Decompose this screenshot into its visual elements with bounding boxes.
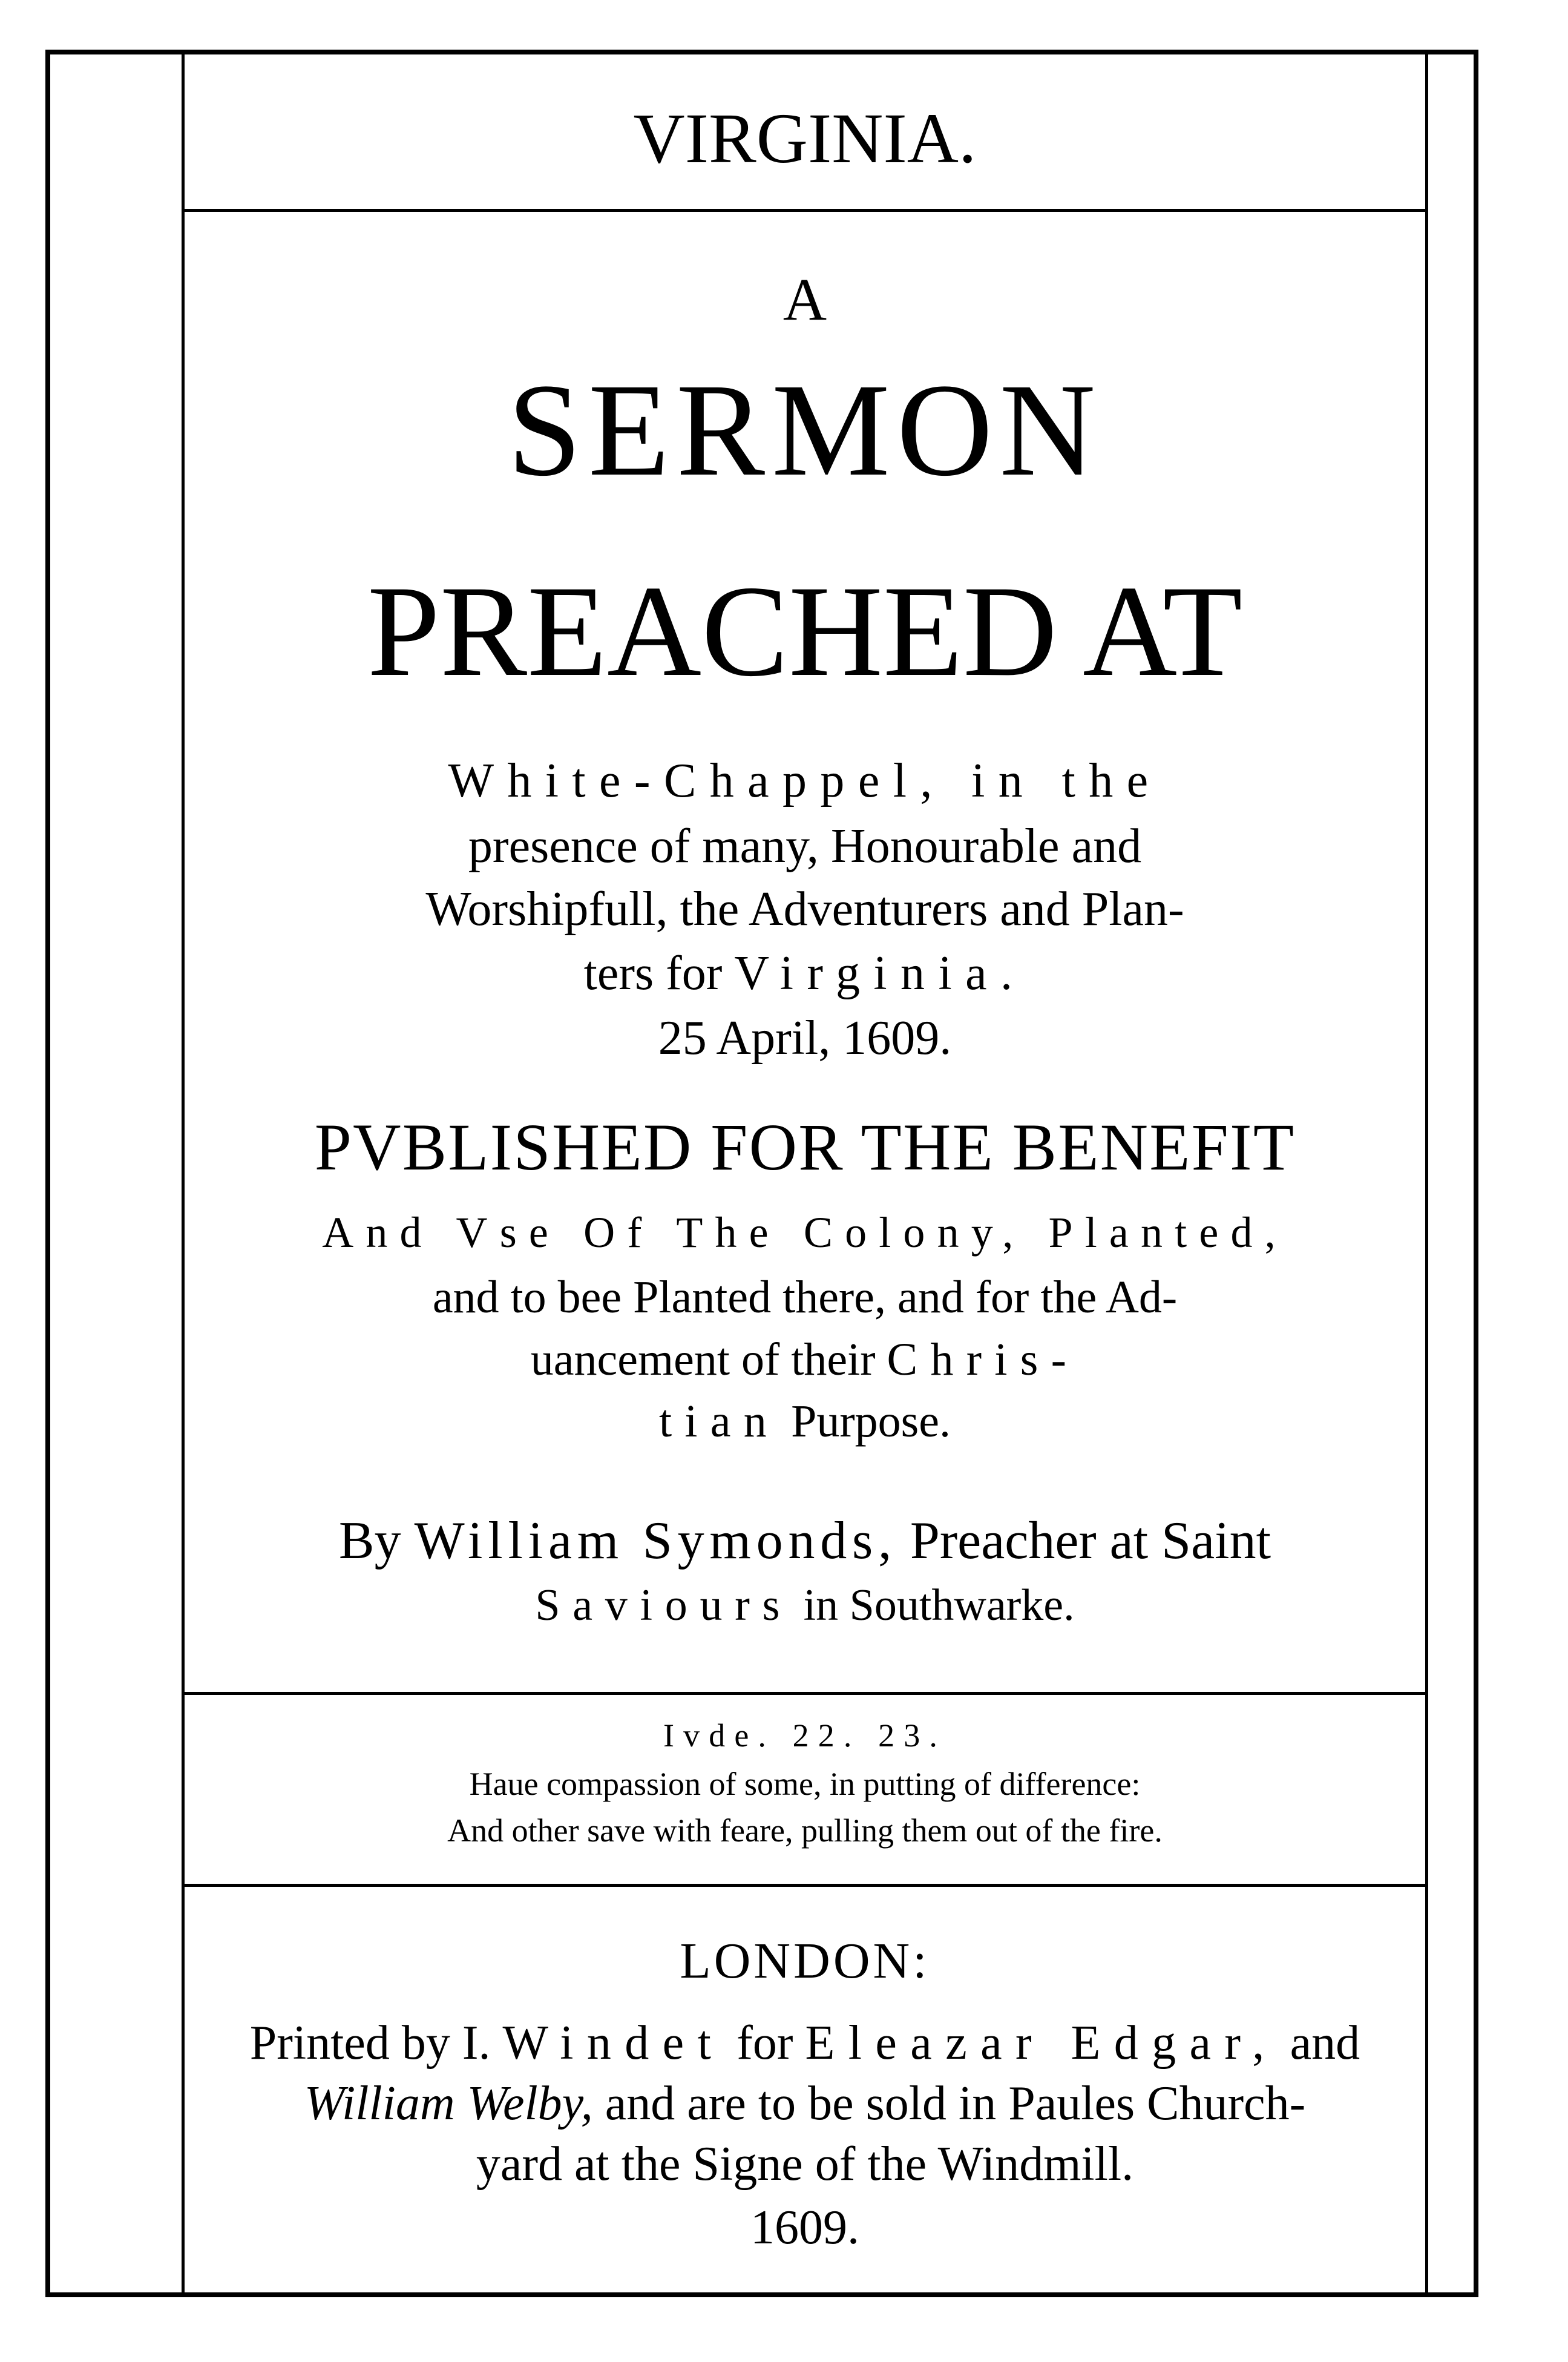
purpose-line-4: [185, 1396, 1425, 1447]
rule-scripture-bottom: [182, 1884, 1428, 1887]
purpose-line-3-prefix: uancement of their: [530, 1334, 876, 1385]
imprint-and: and: [1290, 2016, 1360, 2070]
venue-line-2: presence of many, Honourable and: [468, 820, 1142, 873]
imprint-printed-by: Printed by I.: [249, 2016, 491, 2070]
imprint-city: LONDON:: [680, 1933, 930, 1989]
imprint-line-2: [185, 2079, 1425, 2128]
imprint-welby: William Welby,: [304, 2077, 593, 2130]
imprint-line-1: [185, 2016, 1425, 2070]
imprint-printer: Windet: [502, 2016, 725, 2070]
parish-location: in Southwarke.: [803, 1581, 1075, 1630]
title-article: A: [782, 266, 827, 333]
purpose-line-1: And Vse Of The Colony, Planted,: [322, 1208, 1288, 1257]
purpose-line-3: [185, 1334, 1425, 1385]
title-preached-at: PREACHED AT: [367, 559, 1243, 703]
region-heading: VIRGINIA.: [633, 99, 977, 178]
venue-virginia: Virginia.: [734, 947, 1026, 1000]
author-name: William Symonds,: [414, 1512, 897, 1570]
author-line: [185, 1512, 1425, 1570]
imprint-sold-at: and are to be sold in Paules Church-: [605, 2077, 1306, 2130]
venue-line-4-prefix: ters for: [583, 947, 723, 1000]
author-role: Preacher at Saint: [910, 1512, 1271, 1570]
venue-line-3: Worshipfull, the Adventurers and Plan-: [425, 883, 1184, 936]
purpose-christ: Chris-: [887, 1334, 1080, 1385]
parish-name: Saviours: [535, 1581, 793, 1630]
author-parish: [185, 1583, 1425, 1628]
purpose-tian: tian: [659, 1396, 780, 1447]
rule-scripture-top: [182, 1692, 1428, 1695]
purpose-heading: PVBLISHED FOR THE BENEFIT: [314, 1110, 1296, 1184]
sermon-date: 25 April, 1609.: [658, 1012, 952, 1065]
imprint-year: 1609.: [750, 2201, 859, 2254]
scripture-verse-2: And other save with feare, pulling them out of the fire.: [447, 1812, 1163, 1849]
scripture-reference: Ivde. 22. 23.: [663, 1717, 946, 1754]
title-sermon: SERMON: [507, 356, 1103, 504]
author-by: By: [338, 1512, 401, 1570]
purpose-line-2: and to bee Planted there, and for the Ad-: [432, 1272, 1178, 1323]
imprint-for: for: [736, 2016, 793, 2070]
venue-line-1: White-Chappel, in the: [448, 754, 1162, 808]
purpose-line-4-suffix: Purpose.: [791, 1396, 951, 1447]
imprint-publisher: Eleazar Edgar,: [805, 2016, 1278, 2070]
scripture-verse-1: Haue compassion of some, in putting of difference:: [469, 1766, 1141, 1802]
imprint-line-3: yard at the Signe of the Windmill.: [476, 2137, 1134, 2191]
venue-line-4: [185, 949, 1425, 998]
rule-top: [182, 209, 1428, 212]
